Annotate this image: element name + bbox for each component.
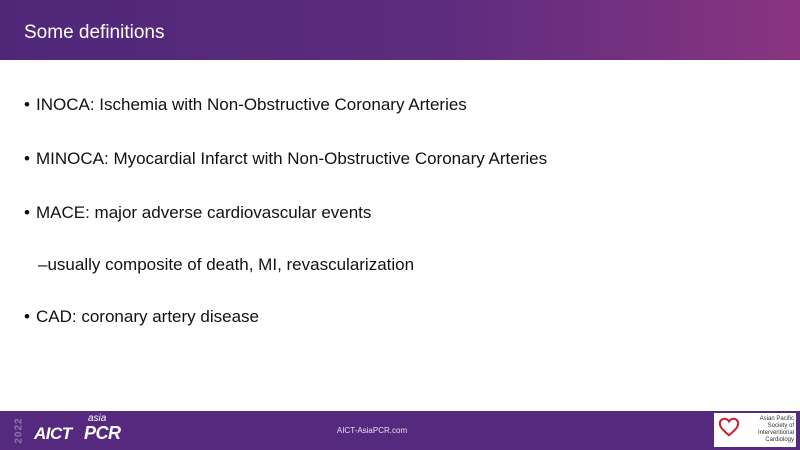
bullet-text: MINOCA: Myocardial Infarct with Non-Obstructive Coronary Arteries — [36, 149, 548, 168]
bullet-text: INOCA: Ischemia with Non-Obstructive Coronary Arteries — [36, 95, 467, 114]
bullet-dot: • — [24, 307, 30, 326]
apsic-name: Asian Pacific Society of Interventional Cardiology — [757, 416, 794, 443]
heart-icon — [718, 416, 740, 438]
bullet-item — [24, 307, 259, 327]
bullet-text: MACE: major adverse cardiovascular events — [36, 203, 372, 222]
apsic-logo — [714, 413, 796, 447]
bullet-item — [24, 149, 547, 169]
asia-logo-text: asia — [88, 413, 107, 424]
bullet-text: CAD: coronary artery disease — [36, 307, 259, 326]
bullet-dot: • — [24, 95, 30, 114]
slide-title: Some definitions — [24, 22, 165, 43]
bullet-dot: • — [24, 149, 30, 168]
sub-bullet-text: –usually composite of death, MI, revascularization — [38, 255, 415, 274]
bullet-dot: • — [24, 203, 30, 222]
bullet-item — [24, 95, 467, 115]
year-label: 2022 — [13, 417, 25, 444]
bullet-item — [24, 203, 371, 223]
footer-url: AICT-AsiaPCR.com — [336, 426, 408, 435]
aict-logo: AICT — [34, 424, 72, 443]
pcr-logo: PCR — [84, 423, 121, 443]
